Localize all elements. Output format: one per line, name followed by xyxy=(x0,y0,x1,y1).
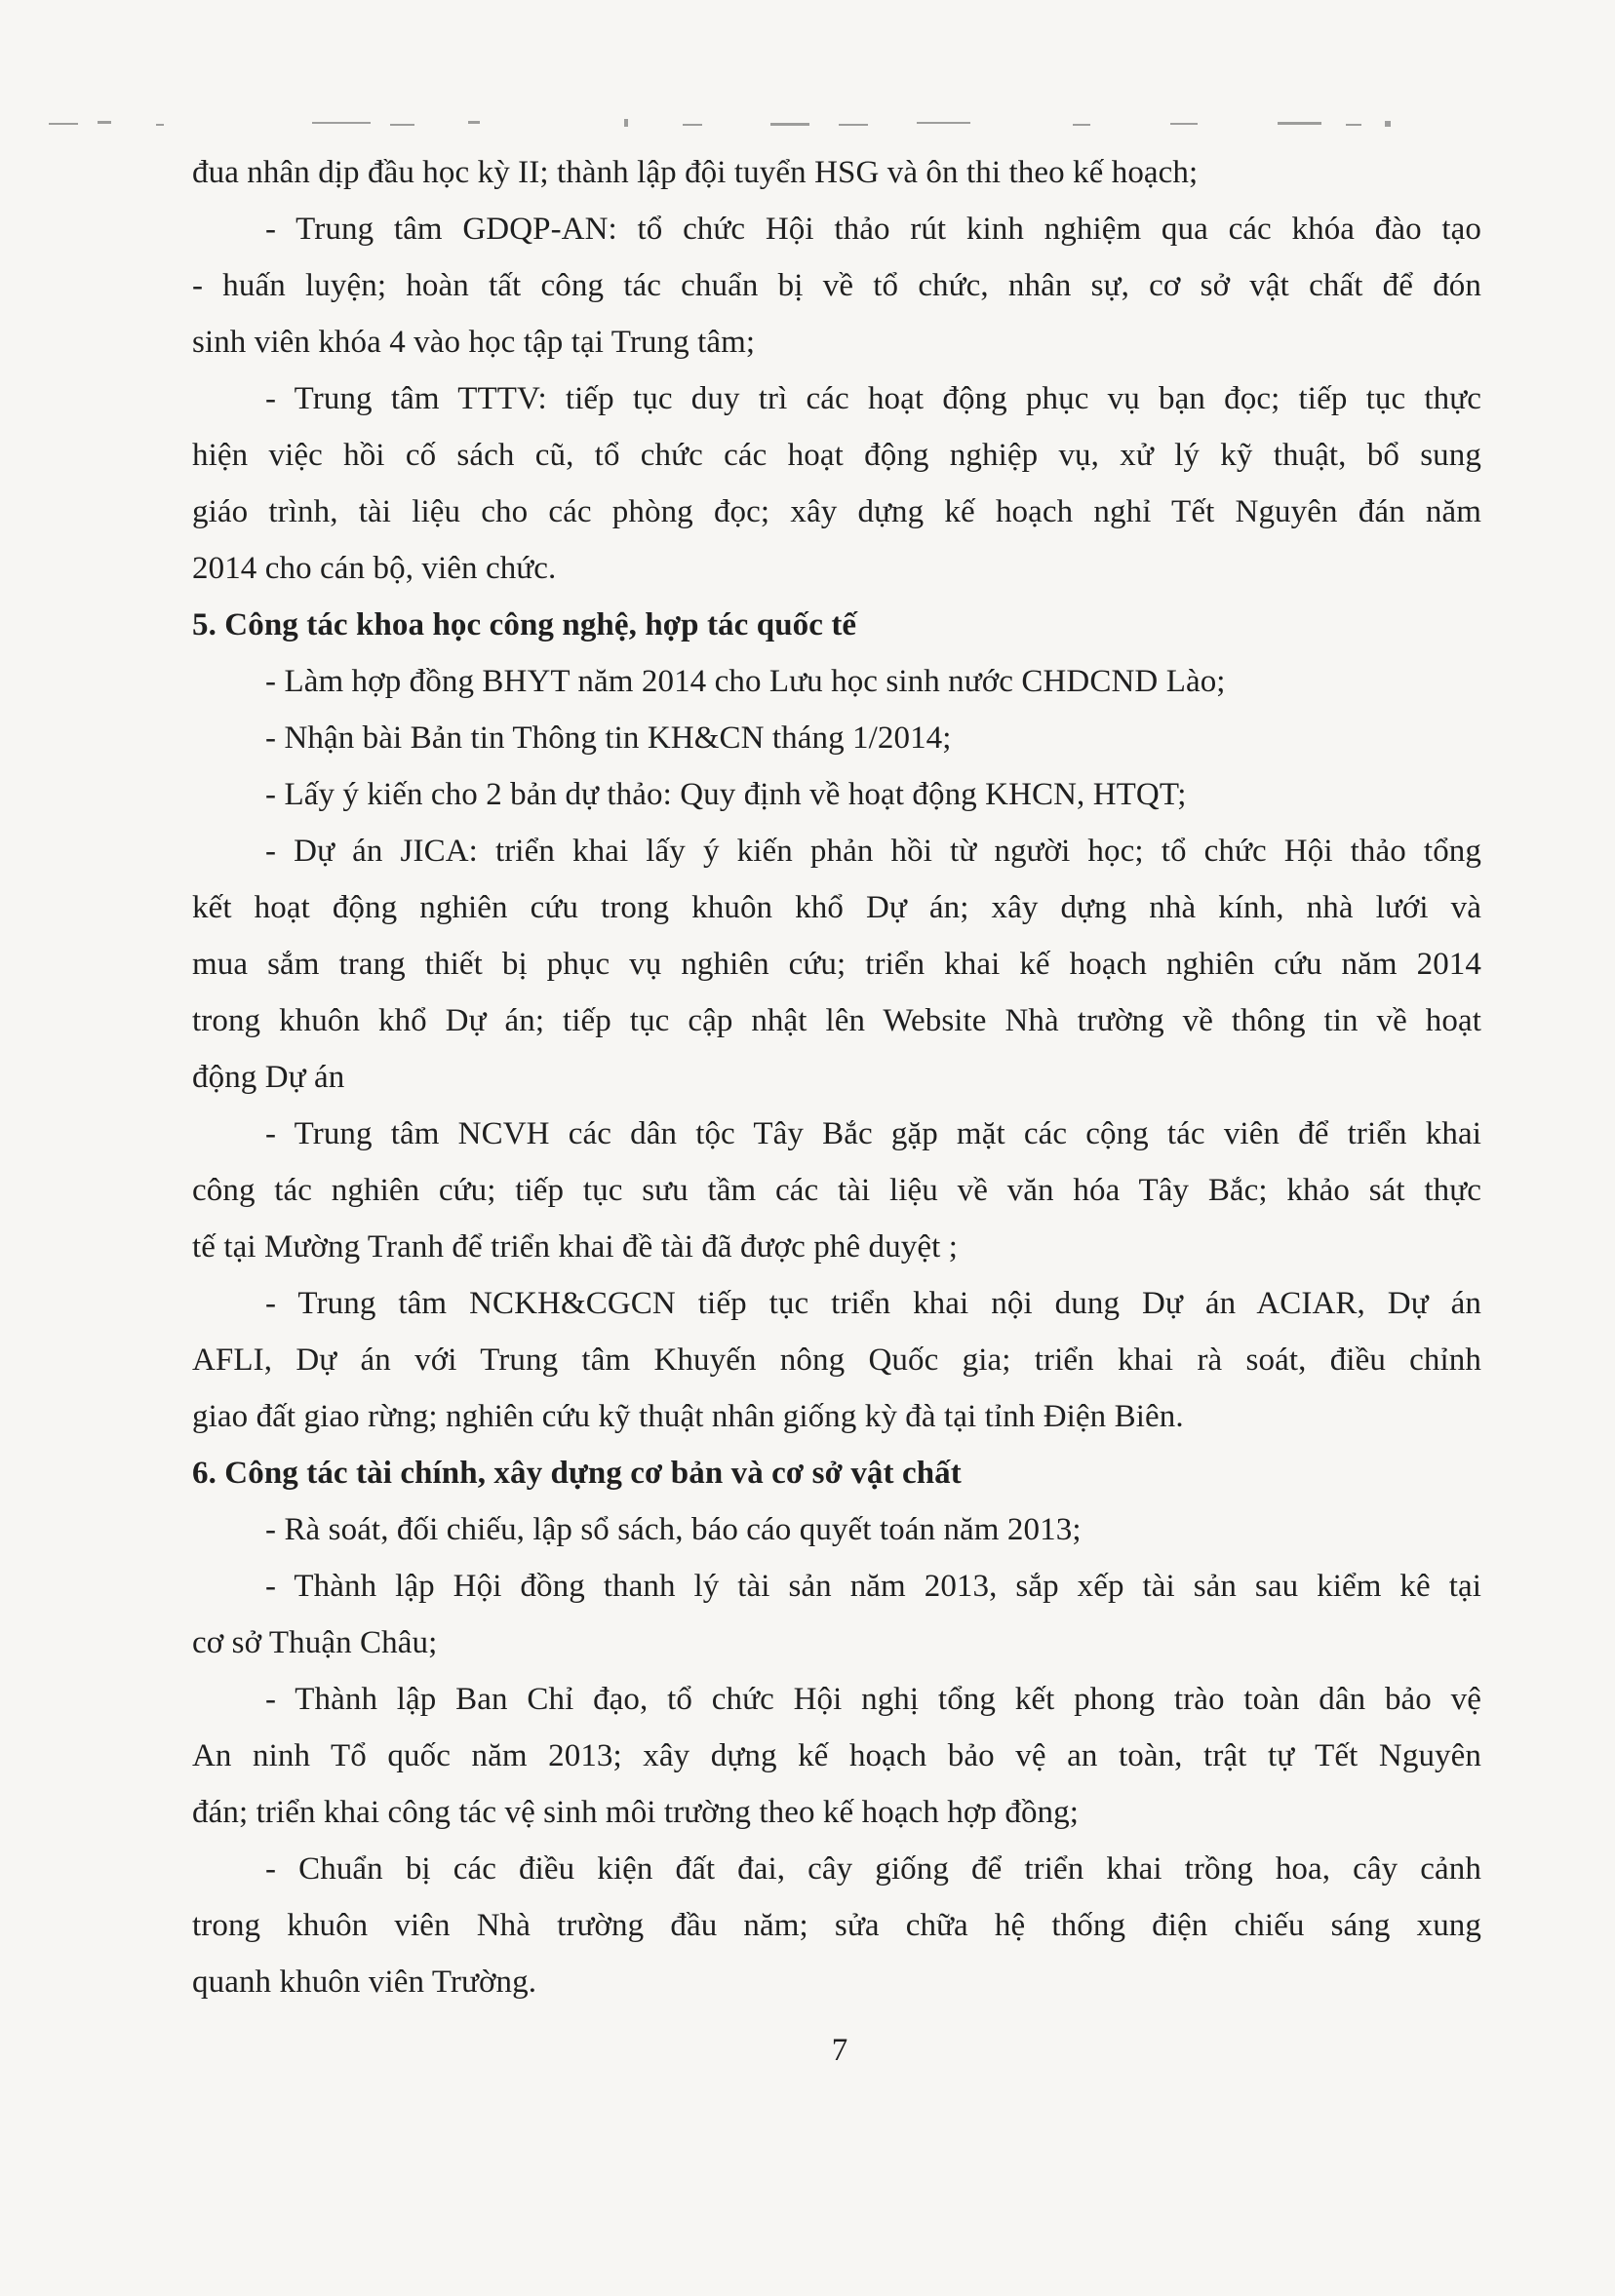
text-line: 2014 cho cán bộ, viên chức. xyxy=(192,551,557,586)
document-page xyxy=(192,144,1481,2010)
text-line: kết hoạt động nghiên cứu trong khuôn khổ Dự án; xây dựng nhà kính, nhà lưới và xyxy=(192,890,1481,925)
section-heading: 6. Công tác tài chính, xây dựng cơ bản và cơ sở vật chất xyxy=(192,1456,962,1491)
text-line: - Làm hợp đồng BHYT năm 2014 cho Lưu học sinh nước CHDCND Lào; xyxy=(265,664,1226,699)
text-line: trong khuôn viên Nhà trường đầu năm; sửa chữa hệ thống điện chiếu sáng xung xyxy=(192,1908,1481,1943)
text-line: - Nhận bài Bản tin Thông tin KH&CN tháng 1/2014; xyxy=(265,720,952,756)
text-line: hiện việc hồi cố sách cũ, tổ chức các hoạt động nghiệp vụ, xử lý kỹ thuật, bổ sung xyxy=(192,438,1481,473)
text-line: An ninh Tổ quốc năm 2013; xây dựng kế hoạch bảo vệ an toàn, trật tự Tết Nguyên xyxy=(192,1738,1481,1773)
scan-artifacts xyxy=(39,115,1463,135)
page-number: 7 xyxy=(831,2033,848,2068)
text-line: AFLI, Dự án với Trung tâm Khuyến nông Quốc gia; triển khai rà soát, điều chỉnh xyxy=(192,1343,1481,1378)
text-line: - Dự án JICA: triển khai lấy ý kiến phản hồi từ người học; tổ chức Hội thảo tổng xyxy=(265,834,1481,869)
section-heading: 5. Công tác khoa học công nghệ, hợp tác quốc tế xyxy=(192,607,857,642)
text-line: quanh khuôn viên Trường. xyxy=(192,1965,537,2000)
text-line: - Rà soát, đối chiếu, lập sổ sách, báo cáo quyết toán năm 2013; xyxy=(265,1512,1082,1547)
text-line: - Thành lập Hội đồng thanh lý tài sản năm 2013, sắp xếp tài sản sau kiểm kê tại xyxy=(265,1569,1481,1604)
text-line: - Trung tâm GDQP-AN: tổ chức Hội thảo rút kinh nghiệm qua các khóa đào tạo xyxy=(265,212,1481,247)
text-line: - Trung tâm TTTV: tiếp tục duy trì các hoạt động phục vụ bạn đọc; tiếp tục thực xyxy=(265,381,1481,416)
text-line: tế tại Mường Tranh để triển khai đề tài đã được phê duyệt ; xyxy=(192,1229,958,1265)
text-line: mua sắm trang thiết bị phục vụ nghiên cứu; triển khai kế hoạch nghiên cứu năm 2014 xyxy=(192,947,1481,982)
text-line: động Dự án xyxy=(192,1060,345,1095)
text-line: đán; triển khai công tác vệ sinh môi trường theo kế hoạch hợp đồng; xyxy=(192,1795,1080,1830)
text-line: - huấn luyện; hoàn tất công tác chuẩn bị về tổ chức, nhân sự, cơ sở vật chất để đón xyxy=(192,268,1481,303)
text-line: - Thành lập Ban Chỉ đạo, tổ chức Hội nghị tổng kết phong trào toàn dân bảo vệ xyxy=(265,1682,1481,1717)
text-line: đua nhân dịp đầu học kỳ II; thành lập đội tuyển HSG và ôn thi theo kế hoạch; xyxy=(192,155,1199,190)
text-line: giao đất giao rừng; nghiên cứu kỹ thuật nhân giống kỳ đà tại tỉnh Điện Biên. xyxy=(192,1399,1184,1434)
text-line: - Trung tâm NCKH&CGCN tiếp tục triển khai nội dung Dự án ACIAR, Dự án xyxy=(265,1286,1481,1321)
text-line: - Lấy ý kiến cho 2 bản dự thảo: Quy định về hoạt động KHCN, HTQT; xyxy=(265,777,1187,812)
text-line: - Trung tâm NCVH các dân tộc Tây Bắc gặp mặt các cộng tác viên để triển khai xyxy=(265,1116,1481,1151)
text-line: công tác nghiên cứu; tiếp tục sưu tầm các tài liệu về văn hóa Tây Bắc; khảo sát thực xyxy=(192,1173,1481,1208)
text-line: trong khuôn khổ Dự án; tiếp tục cập nhật lên Website Nhà trường về thông tin về hoạt xyxy=(192,1003,1481,1038)
text-line: giáo trình, tài liệu cho các phòng đọc; xây dựng kế hoạch nghỉ Tết Nguyên đán năm xyxy=(192,494,1481,529)
text-line: sinh viên khóa 4 vào học tập tại Trung tâm; xyxy=(192,325,756,360)
text-line: - Chuẩn bị các điều kiện đất đai, cây giống để triển khai trồng hoa, cây cảnh xyxy=(265,1851,1481,1887)
text-line: cơ sở Thuận Châu; xyxy=(192,1625,438,1660)
